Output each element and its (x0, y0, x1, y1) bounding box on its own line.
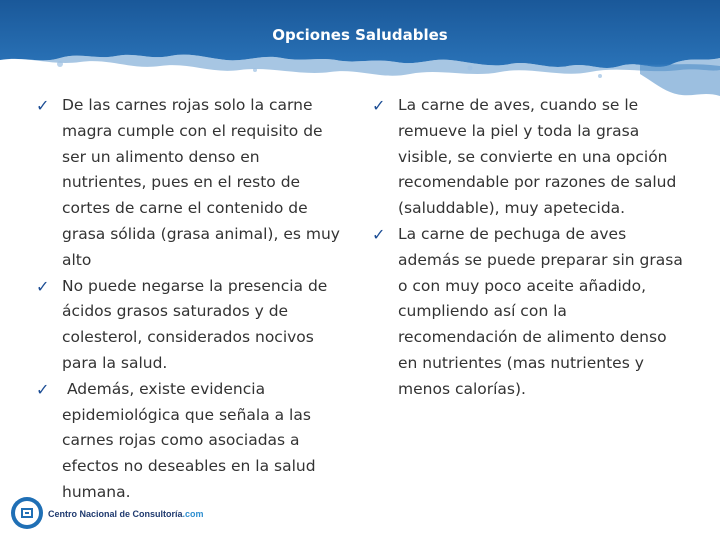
list-item (372, 93, 690, 222)
checkmark-icon: ✓ (372, 96, 386, 115)
list-item (36, 93, 346, 274)
checkmark-icon: ✓ (36, 96, 50, 115)
left-column (36, 93, 346, 506)
list-item (372, 222, 690, 403)
checkmark-icon: ✓ (372, 224, 386, 244)
list-item-text: No puede negarse la presencia de ácidos grasos saturados y de colesterol, considerados nocivos para la salud. (62, 276, 328, 372)
checkmark-icon: ✓ (36, 276, 50, 296)
logo-text (48, 509, 204, 519)
list-item (36, 274, 346, 377)
right-column (372, 93, 690, 403)
logo-name: Centro Nacional de Consultoría (48, 509, 183, 519)
list-item-text: La carne de pechuga de aves además se puede preparar sin grasa o con muy poco aceite añadido, cumpliendo así con la recomendación de alimento denso en nutrientes (mas nutrientes y menos calorías). (398, 224, 683, 398)
logo-icon (10, 496, 44, 530)
page-title: Opciones Saludables (272, 26, 448, 44)
list-item (36, 377, 346, 506)
footer-logo (10, 496, 240, 536)
logo-domain: .com (182, 509, 204, 519)
list-item-text: La carne de aves, cuando se le remueve la piel y toda la grasa visible, se convierte en una opción recomendable por razones de salud (saluddable), muy apetecida. (398, 96, 677, 218)
checkmark-icon: ✓ (36, 379, 50, 399)
list-item-text: De las carnes rojas solo la carne magra cumple con el requisito de ser un alimento denso en nutrientes, pues en el resto de cortes de carne el contenido de grasa sólida (grasa animal), es muy alto (62, 96, 340, 269)
list-item-text: Además, existe evidencia epidemiológica que señala a las carnes rojas como asociadas a efectos no deseables en la salud humana. (62, 379, 321, 501)
